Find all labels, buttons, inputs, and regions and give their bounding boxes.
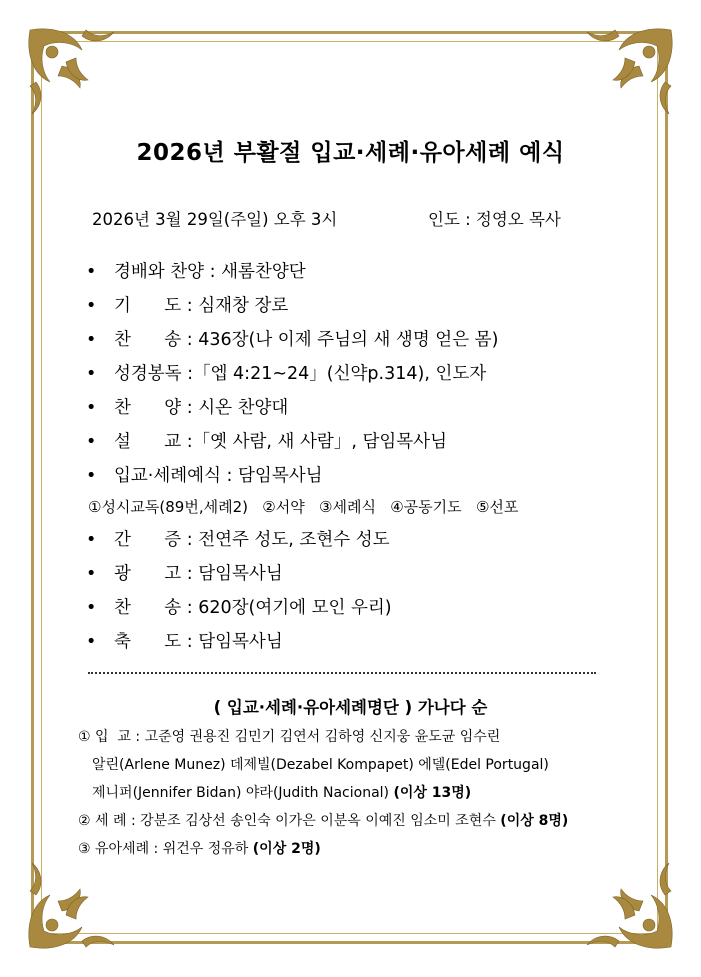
infant-baptism-line [78, 838, 568, 866]
order-item-text: 간 증 : 전연주 성도, 조현수 성도 [114, 530, 390, 550]
order-item-text: 입교·세례예식 : 담임목사님 [114, 466, 323, 486]
order-item-text: 찬 송 : 620장(여기에 모인 우리) [114, 598, 392, 618]
order-item [86, 326, 626, 360]
order-of-service-cont [86, 526, 626, 662]
order-item-text: 설 교 :「옛 사람, 새 사람」, 담임목사님 [114, 432, 447, 452]
confirmation-names: 제니퍼(Jennifer Bidan) 야라(Judith Nacional) [92, 785, 394, 801]
service-leader: 인도 : 정영오 목사 [428, 210, 561, 229]
service-datetime: 2026년 3월 29일(주일) 오후 3시 [92, 210, 338, 229]
corner-ornament-icon [581, 857, 679, 955]
order-item [86, 462, 626, 496]
confirmation-line: ① 입 교 : 고준영 권용진 김민기 김연서 김하영 신지웅 윤도균 임수린 [78, 729, 501, 745]
corner-ornament-icon [581, 22, 679, 120]
bullet-icon: • [86, 398, 97, 418]
order-item [86, 258, 626, 292]
bullet-icon: • [86, 330, 97, 350]
corner-ornament-icon [22, 22, 120, 120]
bullet-icon: • [86, 530, 97, 550]
order-item [86, 360, 626, 394]
bullet-icon: • [86, 564, 97, 584]
ceremony-steps: ①성시교독(89번,세례2) ②서약 ③세례식 ④공동기도 ⑤선포 [88, 498, 519, 516]
confirmation-line [78, 782, 568, 810]
bullet-icon: • [86, 466, 97, 486]
order-item [86, 560, 626, 594]
order-item-text: 경배와 찬양 : 새롬찬양단 [114, 262, 306, 282]
baptism-line [78, 810, 568, 838]
bullet-icon: • [86, 632, 97, 652]
corner-ornament-icon [22, 857, 120, 955]
order-item [86, 394, 626, 428]
order-item [86, 292, 626, 326]
bullet-icon: • [86, 598, 97, 618]
infant-baptism-names: ③ 유아세례 : 위건우 정유하 [78, 841, 253, 857]
infant-baptism-count: (이상 2명) [252, 841, 321, 857]
bullet-icon: • [86, 364, 97, 384]
dotted-divider [88, 672, 596, 674]
bullet-icon: • [86, 262, 97, 282]
bullet-icon: • [86, 432, 97, 452]
order-item-text: 찬 양 : 시온 찬양대 [114, 398, 289, 418]
baptism-count: (이상 8명) [500, 813, 569, 829]
confirmation-count: (이상 13명) [393, 785, 472, 801]
order-item [86, 428, 626, 462]
baptism-names: ② 세 례 : 강분조 김상선 송인숙 이가은 이분옥 이예진 임소미 조현수 [78, 813, 501, 829]
confirmation-line: 알린(Arlene Munez) 데제빌(Dezabel Kompapet) 에델(Edel Portugal) [92, 757, 549, 773]
bullet-icon: • [86, 296, 97, 316]
order-item-text: 성경봉독 :「엡 4:21~24」(신약p.314), 인도자 [114, 364, 487, 384]
order-item [86, 526, 626, 560]
roster-title: ( 입교·세례·유아세례명단 ) 가나다 순 [213, 698, 488, 717]
order-item [86, 628, 626, 662]
page-title: 2026년 부활절 입교·세례·유아세례 예식 [136, 140, 565, 166]
order-of-service [86, 258, 626, 496]
roster-list [78, 726, 568, 866]
order-item-text: 축 도 : 담임목사님 [114, 632, 283, 652]
order-item-text: 기 도 : 심재창 장로 [114, 296, 289, 316]
order-item-text: 찬 송 : 436장(나 이제 주님의 새 생명 얻은 몸) [114, 330, 499, 350]
order-item-text: 광 고 : 담임목사님 [114, 564, 283, 584]
order-item [86, 594, 626, 628]
